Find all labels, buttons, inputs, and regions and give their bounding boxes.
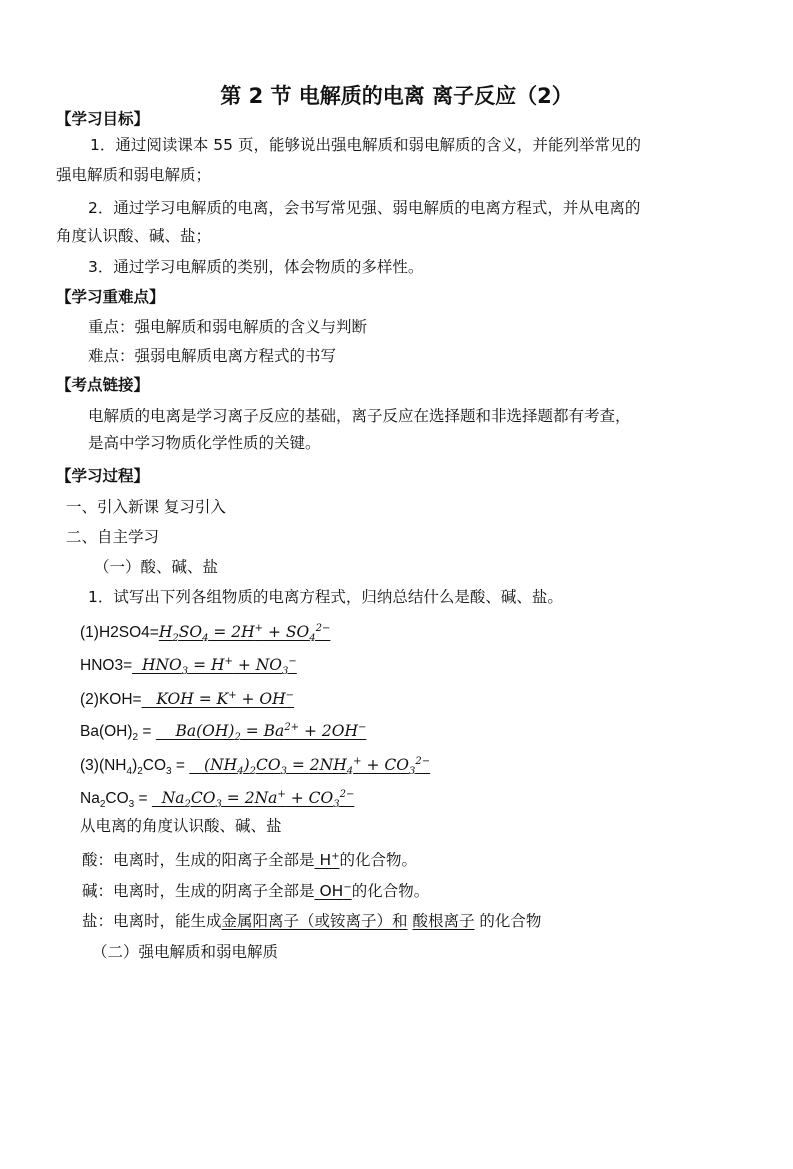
salt-answer-2: 酸根离子 [412, 912, 475, 930]
exam-link-heading: 【考点链接】 [56, 376, 150, 394]
base-definition: 碱：电离时，生成的阴离子全部是 OH−的化合物。 [82, 882, 430, 901]
key-points-heading: 【学习重难点】 [56, 288, 165, 306]
equation-4 [80, 717, 366, 749]
equation-3-answer: KOH = K+ + OH− [141, 690, 295, 709]
objectives-heading: 【学习目标】 [56, 110, 150, 128]
step-2: 二、自主学习 [66, 528, 160, 546]
exam-link-line-2: 是高中学习物质化学性质的关键。 [88, 434, 321, 452]
equation-2-lead: HNO3= [80, 657, 133, 675]
equation-4-lead: $Ba(OH)_2$ = [80, 723, 156, 744]
equation-6 [80, 784, 354, 816]
objective-3: 3．通过学习电解质的类别，体会物质的多样性。 [88, 258, 424, 276]
ionization-view: 从电离的角度认识酸、碱、盐 [80, 817, 282, 835]
equation-1-lead: (1)H2SO4= [80, 624, 159, 642]
step-1: 一、引入新课 复习引入 [66, 498, 226, 516]
equation-3 [80, 685, 294, 711]
base-answer: OH− [319, 882, 352, 901]
objective-2-line-2: 角度认识酸、碱、盐； [56, 227, 212, 245]
equation-1 [80, 618, 330, 650]
task-1: 1．试写出下列各组物质的电离方程式，归纳总结什么是酸、碱、盐。 [88, 588, 563, 606]
equation-1-answer: $H_2SO_4 = 2H^+ + SO_4^{2-}$ [158, 623, 331, 645]
salt-answer-1: 金属阳离子（或铵离子）和 [221, 912, 408, 930]
equation-3-lead: (2)KOH= [80, 691, 142, 709]
acid-answer: H+ [319, 851, 340, 870]
exam-link-line-1: 电解质的电离是学习离子反应的基础，离子反应在选择题和非选择题都有考查， [88, 407, 631, 425]
equation-2-answer: $HNO_3 = H^+ + NO_3^-$ [132, 656, 297, 678]
objective-1-line-2: 强电解质和弱电解质； [56, 166, 212, 184]
equation-5-lead: $(3)(NH_4)_2CO_3$ = [80, 757, 190, 778]
equation-6-lead: $Na_2CO_3$ = [80, 790, 152, 811]
subsection-1: （一）酸、碱、盐 [94, 558, 219, 576]
objective-1-line-1: 1．通过阅读课本 55 页，能够说出强电解质和弱电解质的含义，并能列举常见的 [90, 136, 641, 154]
equation-6-answer: $Na_2CO_3 = 2Na^+ + CO_3^{2-}$ [151, 789, 355, 811]
page-title: 第 2 节 电解质的电离 离子反应（2） [220, 84, 573, 108]
key-point: 重点：强电解质和弱电解质的含义与判断 [88, 318, 368, 336]
acid-definition: 酸：电离时，生成的阳离子全部是 H+的化合物。 [82, 851, 418, 870]
objective-2-line-1: 2．通过学习电解质的电离，会书写常见强、弱电解质的电离方程式，并从电离的 [88, 199, 641, 217]
equation-2 [80, 651, 297, 683]
subsection-2: （二）强电解质和弱电解质 [92, 943, 279, 961]
equation-5-answer: $(NH_4)_2CO_3 = 2NH_4^+ + CO_3^{2-}$ [189, 756, 431, 778]
process-heading: 【学习过程】 [56, 467, 150, 485]
equation-4-answer: $Ba(OH)_2 = Ba^{2+} + 2OH^-$ [155, 722, 367, 744]
salt-definition: 盐：电离时，能生成金属阳离子（或铵离子）和 酸根离子 的化合物 [82, 912, 542, 930]
difficult-point: 难点：强弱电解质电离方程式的书写 [88, 347, 337, 365]
equation-5 [80, 751, 430, 783]
